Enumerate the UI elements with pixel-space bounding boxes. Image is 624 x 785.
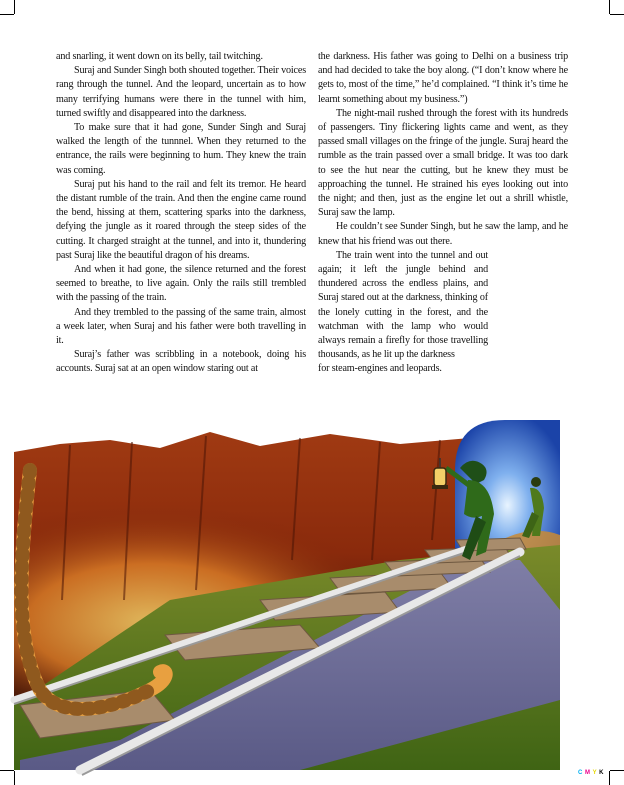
cmyk-k: K (599, 770, 604, 776)
paragraph: And they trembled to the passing of the same train, almost a week later, when Suraj and his father were both travelling in it. (56, 306, 306, 347)
text-column-right (318, 50, 568, 377)
paragraph: He couldn’t see Sunder Singh, but he saw the lamp, and he knew that his friend was out there. (318, 221, 568, 247)
cmyk-c: C (578, 770, 583, 776)
paragraph: Suraj put his hand to the rail and felt its tremor. He heard the distant rumble of the train. And then the engine came round the bend, hissing at them, scattering sparks into the darkness, defying the jungle as it roared through the steep sides of the cutting. It charged straight at the tunnel, and into it, thundering past Suraj like the beautiful dragon of his dreams. (56, 178, 306, 261)
cmyk-marks (578, 770, 604, 776)
text-column-left (56, 50, 306, 377)
paragraph: To make sure that it had gone, Sunder Singh and Suraj walked the length of the tunnnel. When they returned to the entrance, the rails were beginning to hum. They knew the train was coming. (56, 122, 306, 176)
cmyk-y: Y (592, 770, 597, 776)
cmyk-m: M (585, 770, 591, 776)
paragraph: Suraj and Sunder Singh both shouted together. Their voices rang through the tunnel. And the leopard, uncertain as to how many terrifying humans were there in the tunnel with him, turned swiftly and disappeared into the darkness. (56, 65, 306, 119)
paragraph: The train went into the tunnel and out again; it left the jungle behind and thundered across the endless plains, and Suraj stared out at the darkness, thinking of the lonely cutting in the forest, and the watchman with the lamp who would always remain a firefly for those travelling thousands, as he lit up the darkness (318, 249, 488, 361)
paragraph: Suraj’s father was scribbling in a notebook, doing his accounts. Suraj sat at an open window staring out at (56, 349, 306, 375)
paragraph: the darkness. His father was going to Delhi on a business trip and had decided to take the boy along. (“I don’t know where he gets to, most of the time,” he’d complained. “I think it’s time he learnt something about my business.”) (318, 51, 568, 105)
paragraph: The night-mail rushed through the forest with its hundreds of passengers. Tiny flickering lights came and went, as they passed small villages on the fringe of the jungle. Suraj heard the rumble as the train passed over a small bridge. It was too dark to see the hut near the cutting, but he knew they must be approaching the tunnel. He strained his eyes looking out into the night; and then, just as the engine let out a shrill whistle, Suraj saw the lamp. (318, 107, 568, 219)
paragraph: And when it had gone, the silence returned and the forest seemed to breathe, to live again. Only the rails still trembled with the passing of the train. (56, 264, 306, 304)
paragraph: and snarling, it went down on its belly, tail twitching. (56, 51, 263, 62)
paragraph: for steam-engines and leopards. (318, 363, 442, 375)
